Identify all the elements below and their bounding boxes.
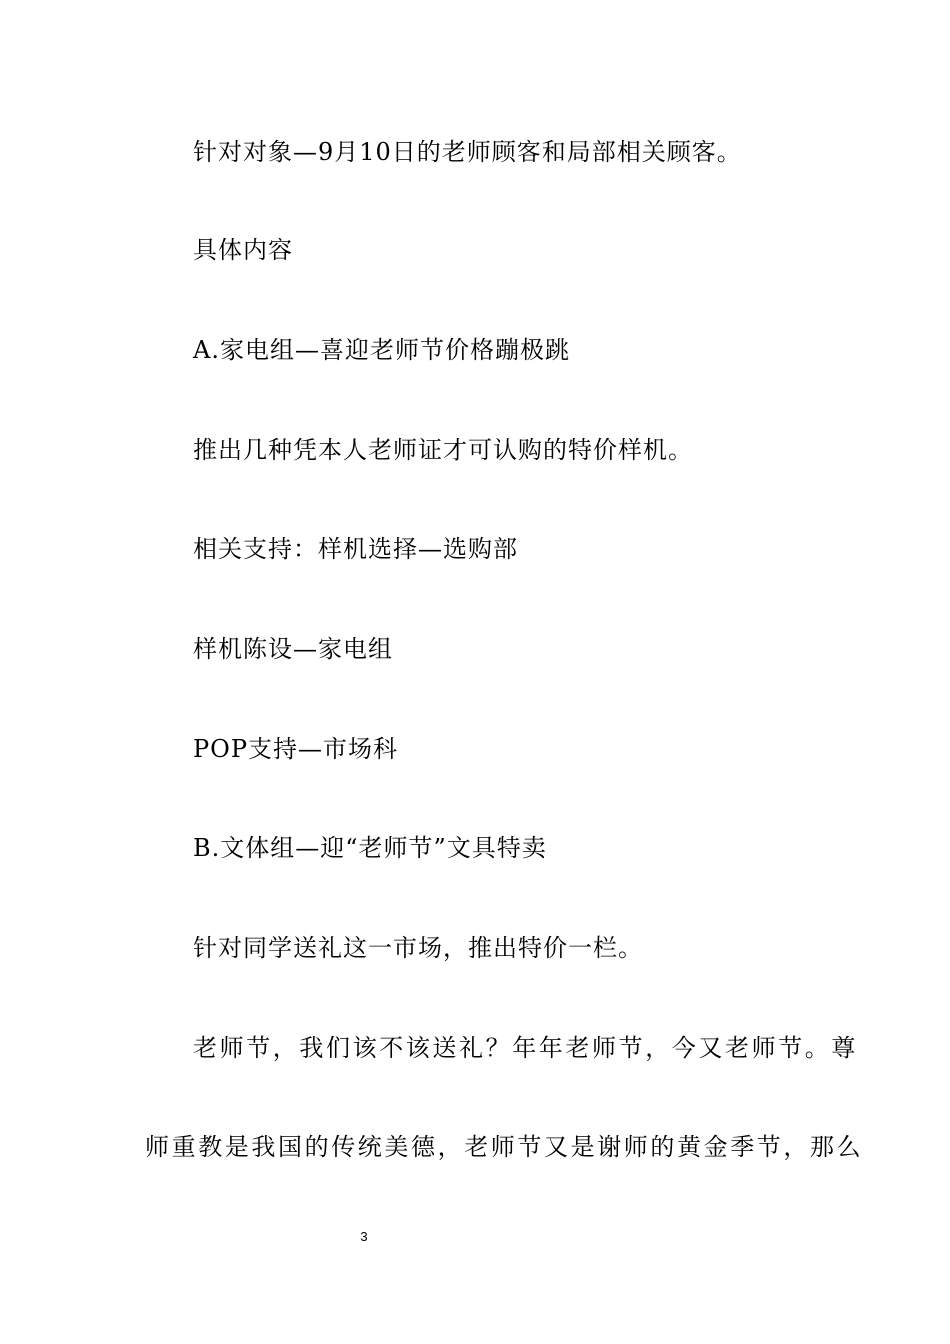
text-line-paragraph-continued: 师重教是我国的传统美德，老师节又是谢师的黄金季节，那么 (145, 1133, 864, 1161)
text-line-pop-support: POP支持—市场科 (193, 735, 398, 763)
text-line-special-samples: 推出几种凭本人老师证才可认购的特价样机。 (193, 436, 693, 464)
text-line-paragraph-start: 老师节，我们该不该送礼？年年老师节，今又老师节。尊 (193, 1034, 858, 1062)
text-line-target-audience: 针对对象—9月10日的老师顾客和局部相关顾客。 (193, 138, 742, 166)
page-number: 3 (360, 1229, 368, 1244)
text-line-sample-selection: 相关支持：样机选择—选购部 (193, 535, 518, 563)
text-line-sample-display: 样机陈设—家电组 (193, 635, 393, 663)
text-line-stationery-group: B.文体组—迎“老师节”文具特卖 (193, 834, 547, 862)
text-line-student-gifts: 针对同学送礼这一市场，推出特价一栏。 (193, 934, 643, 962)
text-line-appliance-group: A.家电组—喜迎老师节价格蹦极跳 (193, 336, 570, 364)
text-line-details-heading: 具体内容 (193, 236, 293, 264)
